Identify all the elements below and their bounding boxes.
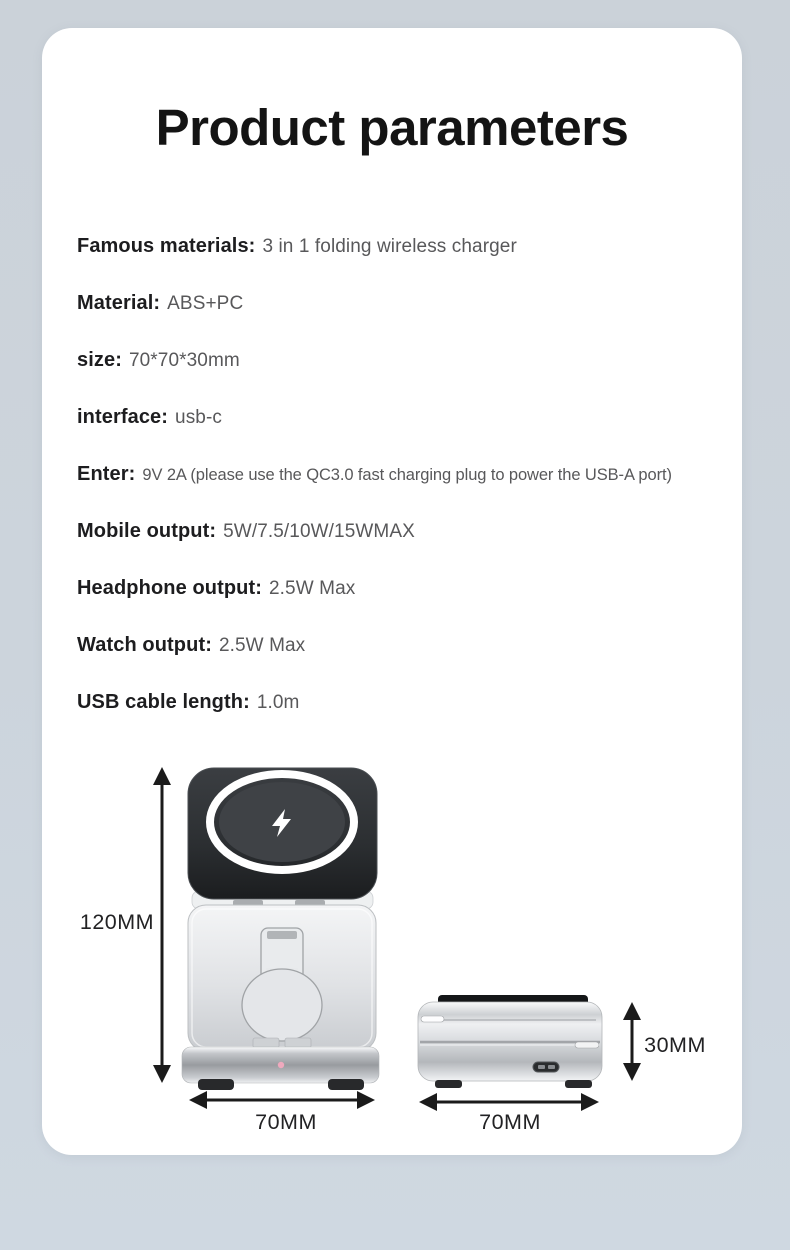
rubber-foot: [565, 1080, 592, 1088]
spec-row-input: [77, 463, 717, 483]
rubber-foot: [328, 1079, 364, 1090]
charger-folded-view: [418, 995, 602, 1088]
charger-front-view: [182, 768, 379, 1090]
spec-value: 9V 2A (please use the QC3.0 fast charging plug to power the USB-A port): [142, 466, 672, 484]
spec-value: 2.5W Max: [218, 635, 306, 656]
spec-value: 70*70*30mm: [128, 350, 240, 371]
spec-row-size: [77, 349, 717, 369]
spec-label: Mobile output:: [77, 520, 217, 542]
spec-row-materials-name: [77, 235, 717, 255]
spec-label: Watch output:: [77, 634, 212, 656]
spec-label: interface:: [77, 406, 169, 428]
spec-label: Enter:: [77, 463, 136, 485]
folded-height-label: 30MM: [644, 1033, 706, 1057]
spec-row-headphone-output: [77, 577, 717, 597]
front-height-label: 120MM: [79, 910, 155, 934]
spec-value: usb-c: [175, 407, 222, 428]
spec-label: Headphone output:: [77, 577, 263, 599]
folded-width-dimension: [419, 1093, 599, 1111]
page-title: Product parameters: [155, 99, 629, 156]
specs-list: [77, 235, 717, 711]
spec-row-material: [77, 292, 717, 312]
front-width-label: 70MM: [255, 1110, 317, 1134]
spec-value: 2.5W Max: [269, 578, 356, 599]
spec-row-mobile-output: [77, 520, 717, 540]
spec-label: Famous materials:: [77, 235, 256, 257]
latch-notch-right: [575, 1042, 599, 1048]
rubber-foot: [198, 1079, 234, 1090]
spec-label: Material:: [77, 292, 161, 314]
spec-value: 5W/7.5/10W/15WMAX: [223, 521, 415, 542]
spec-value: 1.0m: [256, 692, 300, 713]
rubber-foot: [435, 1080, 462, 1088]
front-height-dimension: [153, 767, 171, 1083]
spec-label: USB cable length:: [77, 691, 250, 713]
product-card: [42, 28, 742, 1155]
spec-row-cable-length: [77, 691, 717, 711]
spec-row-interface: [77, 406, 717, 426]
front-width-dimension: [189, 1091, 375, 1109]
spec-value: 3 in 1 folding wireless charger: [262, 236, 517, 257]
spec-value: ABS+PC: [167, 293, 244, 314]
led-indicator: [278, 1062, 284, 1068]
spec-row-watch-output: [77, 634, 717, 654]
latch-notch-left: [421, 1016, 444, 1022]
folded-width-label: 70MM: [479, 1110, 541, 1134]
usb-c-port: [533, 1062, 559, 1072]
dimension-diagram: [42, 725, 742, 1145]
folded-height-dimension: [623, 1002, 641, 1081]
spec-label: size:: [77, 349, 122, 371]
